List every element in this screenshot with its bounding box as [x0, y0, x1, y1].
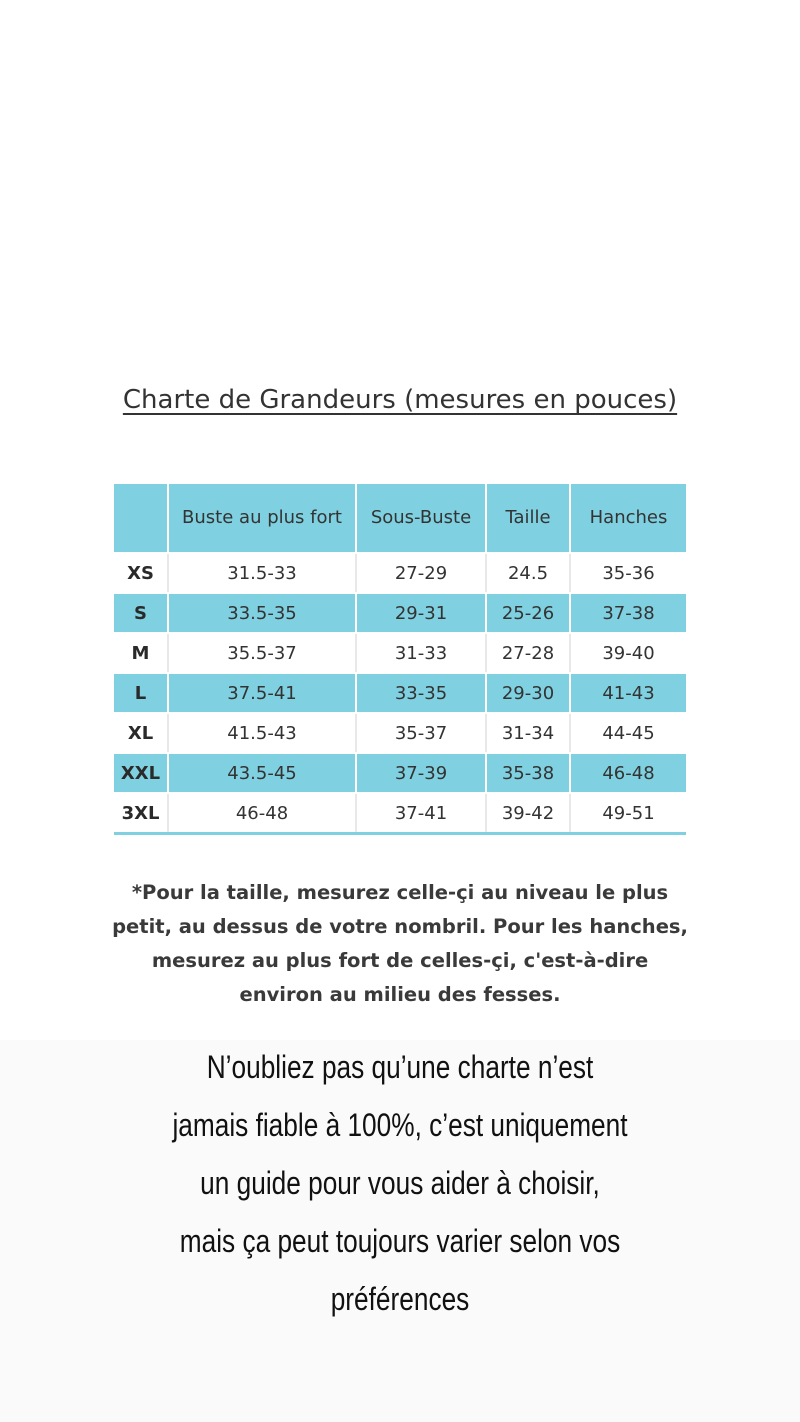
underbust-cell: 31-33 — [356, 633, 486, 673]
hips-cell: 46-48 — [570, 753, 686, 793]
header-size-corner — [114, 484, 168, 553]
underbust-cell: 29-31 — [356, 593, 486, 633]
header-waist: Taille — [486, 484, 570, 553]
waist-cell: 24.5 — [486, 553, 570, 593]
hips-cell: 39-40 — [570, 633, 686, 673]
chart-title: Charte de Grandeurs (mesures en pouces) — [122, 385, 678, 415]
bust-cell: 37.5-41 — [168, 673, 356, 713]
table-row — [114, 553, 686, 593]
table-row — [114, 673, 686, 713]
table-row — [114, 593, 686, 633]
hips-cell: 44-45 — [570, 713, 686, 753]
header-underbust: Sous-Buste — [356, 484, 486, 553]
size-label: 3XL — [114, 793, 168, 834]
size-label: XL — [114, 713, 168, 753]
waist-cell: 31-34 — [486, 713, 570, 753]
waist-cell: 27-28 — [486, 633, 570, 673]
underbust-cell: 35-37 — [356, 713, 486, 753]
table-row — [114, 713, 686, 753]
size-label: XS — [114, 553, 168, 593]
hips-cell: 49-51 — [570, 793, 686, 834]
reminder-caption: N’oubliez pas qu’une charte n’est jamais fiable à 100%, c’est uniquement un guide pour vous aider à choisir, mais ça peut toujours varier selon vos préférences — [172, 1049, 628, 1317]
underbust-cell: 37-39 — [356, 753, 486, 793]
hips-cell: 37-38 — [570, 593, 686, 633]
measurement-footnote: *Pour la taille, mesurez celle-çi au niveau le plus petit, au dessus de votre nombril. Pour les hanches, mesurez au plus fort de celles-çi, c'est-à-dire environ au milieu des fesses. — [112, 881, 688, 1006]
underbust-cell: 37-41 — [356, 793, 486, 834]
size-label: L — [114, 673, 168, 713]
underbust-cell: 33-35 — [356, 673, 486, 713]
size-label: S — [114, 593, 168, 633]
header-bust: Buste au plus fort — [168, 484, 356, 553]
size-label: M — [114, 633, 168, 673]
hips-cell: 35-36 — [570, 553, 686, 593]
table-header-row — [114, 484, 686, 553]
size-chart-table — [114, 484, 686, 835]
waist-cell: 25-26 — [486, 593, 570, 633]
table-row — [114, 753, 686, 793]
hips-cell: 41-43 — [570, 673, 686, 713]
header-hips: Hanches — [570, 484, 686, 553]
waist-cell: 35-38 — [486, 753, 570, 793]
bust-cell: 33.5-35 — [168, 593, 356, 633]
bust-cell: 46-48 — [168, 793, 356, 834]
bust-cell: 41.5-43 — [168, 713, 356, 753]
waist-cell: 29-30 — [486, 673, 570, 713]
waist-cell: 39-42 — [486, 793, 570, 834]
underbust-cell: 27-29 — [356, 553, 486, 593]
table-row — [114, 633, 686, 673]
bust-cell: 31.5-33 — [168, 553, 356, 593]
bust-cell: 43.5-45 — [168, 753, 356, 793]
bust-cell: 35.5-37 — [168, 633, 356, 673]
size-label: XXL — [114, 753, 168, 793]
table-row — [114, 793, 686, 834]
